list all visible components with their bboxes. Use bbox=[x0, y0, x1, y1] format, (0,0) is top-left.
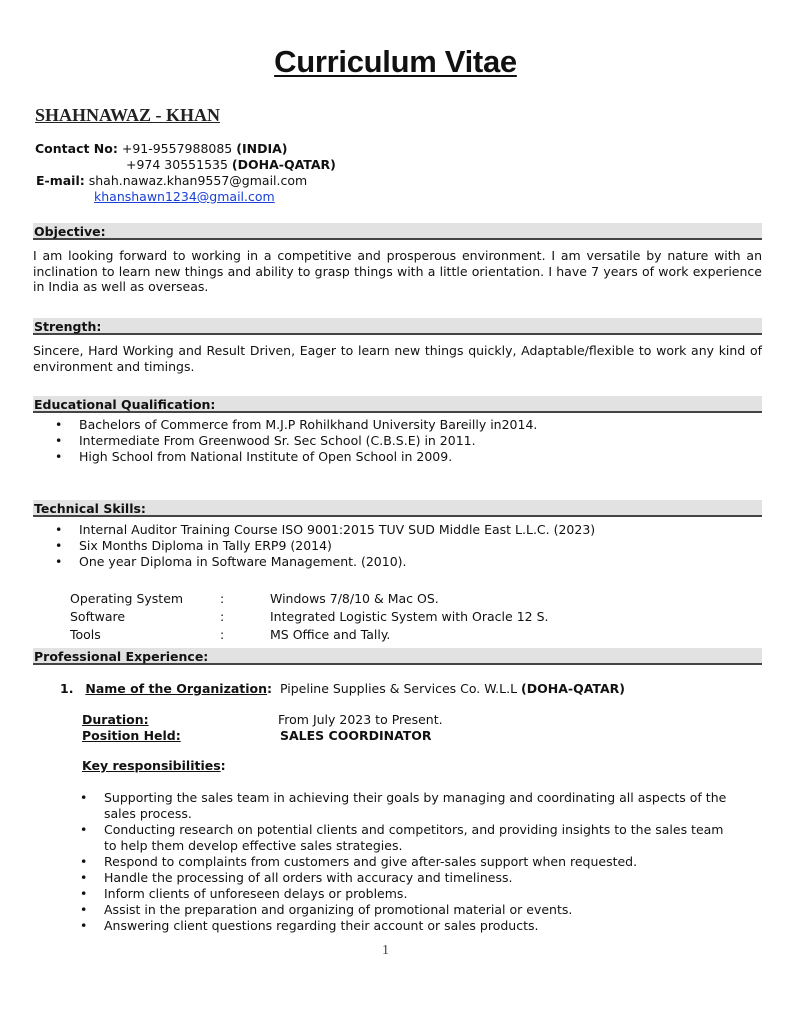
table-row bbox=[70, 590, 670, 608]
table-value: Integrated Logistic System with Oracle 12 S. bbox=[270, 609, 549, 624]
table-value: MS Office and Tally. bbox=[270, 627, 391, 642]
list-item: • Bachelors of Commerce from M.J.P Rohilkhand University Bareilly in2014. bbox=[33, 417, 762, 433]
list-item: • Internal Auditor Training Course ISO 9001:2015 TUV SUD Middle East L.L.C. (2023) bbox=[33, 522, 762, 538]
technical-table bbox=[70, 590, 670, 646]
duration-label-text: Duration: bbox=[82, 712, 149, 727]
email-line-2 bbox=[35, 189, 336, 205]
position-label bbox=[82, 728, 181, 744]
list-item: • Answering client questions regarding their account or sales products. bbox=[58, 918, 738, 934]
list-item: • Supporting the sales team in achieving their goals by managing and coordinating all aspects of the sales process. bbox=[58, 790, 738, 822]
responsibilities-list bbox=[58, 790, 738, 934]
job-org-line: 1. Name of the Organization: Pipeline Supplies & Services Co. W.L.L (DOHA-QATAR) bbox=[60, 681, 625, 696]
table-key: Tools bbox=[70, 627, 101, 642]
email-line-1 bbox=[35, 173, 336, 189]
contact-phone-line-1 bbox=[35, 141, 336, 157]
list-item: • Handle the processing of all orders with accuracy and timeliness. bbox=[58, 870, 738, 886]
email-primary: shah.nawaz.khan9557@gmail.com bbox=[88, 173, 308, 188]
section-header-technical-skills: Technical Skills: bbox=[33, 500, 762, 517]
org-location: (DOHA-QATAR) bbox=[521, 681, 625, 696]
section-header-objective: Objective: bbox=[33, 223, 762, 240]
responsibilities-label: Key responsibilities bbox=[82, 758, 221, 773]
contact-phone-line-2 bbox=[35, 157, 336, 173]
job-number: 1. bbox=[60, 681, 74, 696]
list-item: • Six Months Diploma in Tally ERP9 (2014) bbox=[33, 538, 762, 554]
strength-text: Sincere, Hard Working and Result Driven, Eager to learn new things quickly, Adaptable/flexible to work any kind of environment and timings. bbox=[33, 343, 762, 374]
phone-india: +91-9557988085 bbox=[121, 141, 233, 156]
table-key: Software bbox=[70, 609, 126, 624]
candidate-name: SHAHNAWAZ - KHAN bbox=[35, 105, 221, 125]
section-header-education: Educational Qualification: bbox=[33, 396, 762, 413]
position-value: SALES COORDINATOR bbox=[280, 728, 432, 743]
section-header-strength: Strength: bbox=[33, 318, 762, 335]
list-item: • Inform clients of unforeseen delays or problems. bbox=[58, 886, 738, 902]
education-list bbox=[33, 417, 762, 465]
org-value: Pipeline Supplies & Services Co. W.L.L bbox=[279, 681, 518, 696]
table-sep: : bbox=[220, 591, 225, 606]
phone-india-country: (INDIA) bbox=[236, 141, 288, 156]
list-item: • Respond to complaints from customers and give after-sales support when requested. bbox=[58, 854, 738, 870]
email-secondary-link[interactable]: khanshawn1234@gmail.com bbox=[94, 189, 275, 204]
phone-qatar-country: (DOHA-QATAR) bbox=[231, 157, 336, 172]
list-item: • One year Diploma in Software Management. (2010). bbox=[33, 554, 762, 570]
contact-block bbox=[35, 141, 336, 205]
list-item: • Assist in the preparation and organizing of promotional material or events. bbox=[58, 902, 738, 918]
list-item: • Intermediate From Greenwood Sr. Sec School (C.B.S.E) in 2011. bbox=[33, 433, 762, 449]
table-row bbox=[70, 608, 670, 626]
table-row bbox=[70, 626, 670, 644]
position-label-text: Position Held: bbox=[82, 728, 181, 743]
table-value: Windows 7/8/10 & Mac OS. bbox=[270, 591, 439, 606]
email-label: E-mail: bbox=[36, 173, 85, 188]
table-sep: : bbox=[220, 609, 225, 624]
duration-label bbox=[82, 712, 149, 728]
table-sep: : bbox=[220, 627, 225, 642]
page-number: 1 bbox=[382, 943, 389, 958]
list-item: • Conducting research on potential clients and competitors, and providing insights to the sales team to help them develop effective sales strategies. bbox=[58, 822, 738, 854]
responsibilities-heading: Key responsibilities: bbox=[82, 758, 226, 773]
document-title: Curriculum Vitae bbox=[274, 44, 517, 79]
contact-label: Contact No: bbox=[35, 141, 118, 156]
table-key: Operating System bbox=[70, 591, 184, 606]
list-item: • High School from National Institute of Open School in 2009. bbox=[33, 449, 762, 465]
technical-list bbox=[33, 522, 762, 570]
objective-text: I am looking forward to working in a competitive and prosperous environment. I am versatile by nature with an inclination to learn new things and ability to grasp things with a little orientation. I have 7 years of work experience in India as well as overseas. bbox=[33, 248, 762, 294]
phone-qatar: +974 30551535 bbox=[126, 157, 228, 172]
duration-value: From July 2023 to Present. bbox=[278, 712, 443, 727]
section-header-experience: Professional Experience: bbox=[33, 648, 762, 665]
org-label: Name of the Organization bbox=[85, 681, 268, 696]
